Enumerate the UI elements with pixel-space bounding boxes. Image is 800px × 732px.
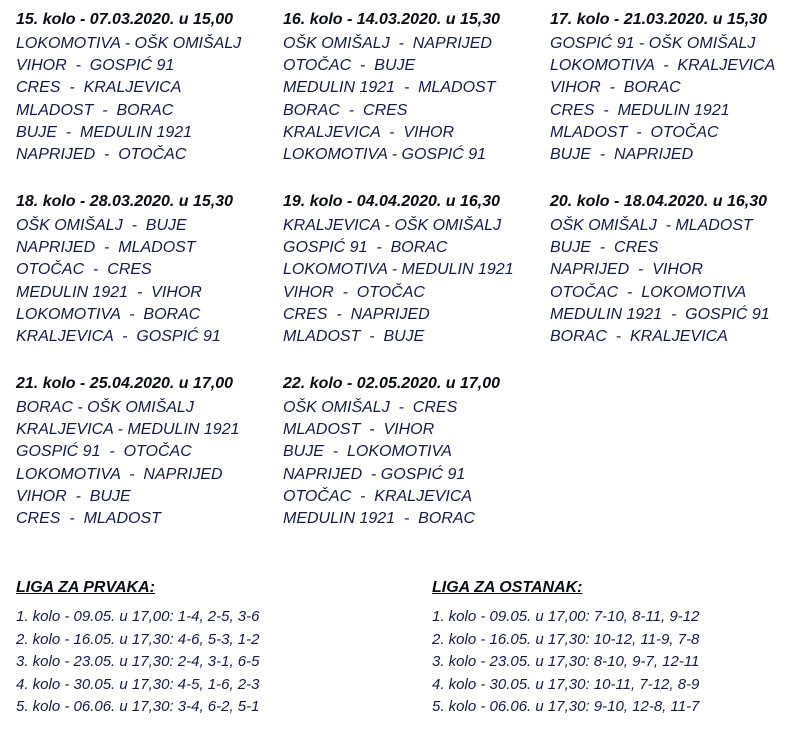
round-title: 20. kolo - 18.04.2020. u 16,30 <box>550 193 768 210</box>
match-line: NAPRIJED - OTOČAC <box>16 146 187 164</box>
round-22 <box>283 374 548 530</box>
round-title: 15. kolo - 07.03.2020. u 15,00 <box>16 11 234 28</box>
match-line: KRALJEVICA - MEDULIN 1921 <box>16 421 240 439</box>
league-round-line: 1. kolo - 09.05. u 17,00: 7-10, 8-11, 9-12 <box>432 608 700 625</box>
match-line: GOSPIĆ 91 - OŠK OMIŠALJ <box>550 35 756 52</box>
match-line: BORAC - OŠK OMIŠALJ <box>16 399 194 416</box>
match-line: MEDULIN 1921 - VIHOR <box>16 283 202 301</box>
match-line: CRES - MLADOST <box>16 510 161 528</box>
match-line: MEDULIN 1921 - GOSPIĆ 91 <box>550 305 770 323</box>
round-15 <box>16 10 281 166</box>
match-line: LOKOMOTIVA - KRALJEVICA <box>550 57 776 75</box>
match-line: NAPRIJED - GOSPIĆ 91 <box>283 465 466 483</box>
league-title: LIGA ZA PRVAKA: <box>16 579 155 596</box>
round-title: 21. kolo - 25.04.2020. u 17,00 <box>16 375 234 392</box>
match-line: BUJE - LOKOMOTIVA <box>283 443 452 461</box>
round-title: 16. kolo - 14.03.2020. u 15,30 <box>283 11 501 28</box>
match-line: LOKOMOTIVA - GOSPIĆ 91 <box>283 146 487 164</box>
match-line: OŠK OMIŠALJ - MLADOST <box>550 217 753 234</box>
match-line: OŠK OMIŠALJ - CRES <box>283 399 458 416</box>
match-line: VIHOR - OTOČAC <box>283 283 425 301</box>
round-18 <box>16 192 281 348</box>
match-line: NAPRIJED - VIHOR <box>550 261 703 279</box>
match-line: CRES - KRALJEVICA <box>16 79 182 97</box>
round-title: 22. kolo - 02.05.2020. u 17,00 <box>283 375 501 392</box>
match-line: MEDULIN 1921 - MLADOST <box>283 79 496 97</box>
match-line: KRALJEVICA - GOSPIĆ 91 <box>16 328 221 346</box>
match-line: VIHOR - BUJE <box>16 487 131 505</box>
round-20 <box>550 192 800 348</box>
match-line: MEDULIN 1921 - BORAC <box>283 510 476 528</box>
league-round-line: 5. kolo - 06.06. u 17,30: 9-10, 12-8, 11-7 <box>432 698 700 715</box>
match-line: GOSPIĆ 91 - BORAC <box>283 239 448 257</box>
round-title: 17. kolo - 21.03.2020. u 15,30 <box>550 11 768 28</box>
league-round-line: 1. kolo - 09.05. u 17,00: 1-4, 2-5, 3-6 <box>16 608 260 625</box>
match-line: LOKOMOTIVA - BORAC <box>16 305 201 323</box>
league-round-line: 3. kolo - 23.05. u 17,30: 8-10, 9-7, 12-11 <box>432 653 700 670</box>
league-title: LIGA ZA OSTANAK: <box>432 579 583 596</box>
match-line: LOKOMOTIVA - NAPRIJED <box>16 465 223 483</box>
round-title: 18. kolo - 28.03.2020. u 15,30 <box>16 193 234 210</box>
match-line: OŠK OMIŠALJ - NAPRIJED <box>283 35 492 52</box>
match-line: OTOČAC - BUJE <box>283 57 416 75</box>
match-line: OTOČAC - KRALJEVICA <box>283 487 473 505</box>
round-16 <box>283 10 548 166</box>
match-line: OTOČAC - CRES <box>16 261 152 279</box>
round-19 <box>283 192 548 348</box>
match-line: GOSPIĆ 91 - OTOČAC <box>16 443 192 461</box>
match-line: BUJE - NAPRIJED <box>550 146 694 164</box>
match-line: BORAC - KRALJEVICA <box>550 328 728 346</box>
league-round-line: 4. kolo - 30.05. u 17,30: 4-5, 1-6, 2-3 <box>16 675 260 693</box>
league-round-line: 5. kolo - 06.06. u 17,30: 3-4, 6-2, 5-1 <box>16 698 260 715</box>
league-round-line: 3. kolo - 23.05. u 17,30: 2-4, 3-1, 6-5 <box>16 653 260 670</box>
match-line: CRES - MEDULIN 1921 <box>550 101 730 119</box>
league-relegation <box>432 578 800 719</box>
match-line: NAPRIJED - MLADOST <box>16 239 196 257</box>
match-line: LOKOMOTIVA - MEDULIN 1921 <box>283 261 514 279</box>
match-line: CRES - NAPRIJED <box>283 305 430 323</box>
match-line: MLADOST - BUJE <box>283 328 425 346</box>
match-line: OŠK OMIŠALJ - BUJE <box>16 217 187 234</box>
match-line: BUJE - CRES <box>550 239 659 257</box>
match-line: MLADOST - VIHOR <box>283 421 435 439</box>
match-line: MLADOST - OTOČAC <box>550 123 719 141</box>
league-round-line: 4. kolo - 30.05. u 17,30: 10-11, 7-12, 8-9 <box>432 675 700 693</box>
match-line: VIHOR - BORAC <box>550 79 681 97</box>
match-line: OTOČAC - LOKOMOTIVA <box>550 283 747 301</box>
round-17 <box>550 10 800 166</box>
round-21 <box>16 374 281 530</box>
league-round-line: 2. kolo - 16.05. u 17,30: 10-12, 11-9, 7-8 <box>432 630 700 648</box>
match-line: LOKOMOTIVA - OŠK OMIŠALJ <box>16 35 242 52</box>
league-champions <box>16 578 386 719</box>
match-line: MLADOST - BORAC <box>16 101 174 119</box>
match-line: BUJE - MEDULIN 1921 <box>16 123 193 141</box>
match-line: VIHOR - GOSPIĆ 91 <box>16 57 175 75</box>
match-line: KRALJEVICA - VIHOR <box>283 123 454 141</box>
match-line: KRALJEVICA - OŠK OMIŠALJ <box>283 217 502 234</box>
league-round-line: 2. kolo - 16.05. u 17,30: 4-6, 5-3, 1-2 <box>16 630 260 648</box>
round-title: 19. kolo - 04.04.2020. u 16,30 <box>283 193 501 210</box>
match-line: BORAC - CRES <box>283 101 408 119</box>
